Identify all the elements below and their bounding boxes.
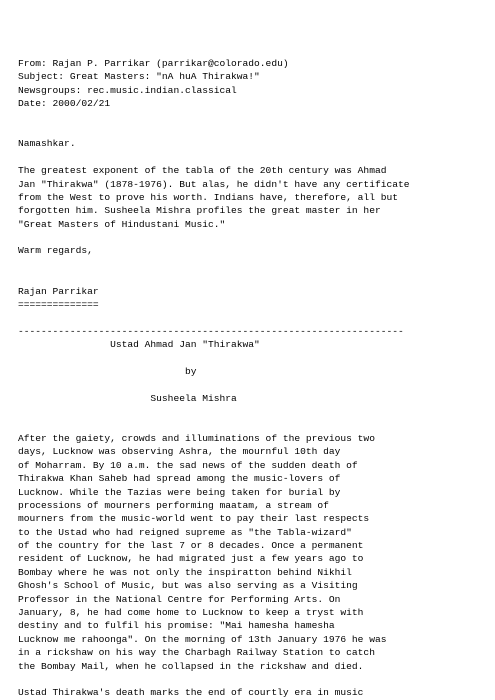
document-page: [18, 57, 488, 700]
header-newsgroups: Newsgroups: rec.music.indian.classical: [18, 84, 237, 96]
blank-line: [18, 111, 488, 124]
blank-line: [18, 352, 488, 365]
header-from: From: Rajan P. Parrikar (parrikar@colorado.edu): [18, 58, 289, 69]
article-body-line: Ustad Thirakwa's death marks the end of courtly era in music: [18, 687, 364, 699]
intro-paragraph-line: The greatest exponent of the tabla of the 20th century was Ahmad: [18, 165, 387, 177]
intro-paragraph-line: "Great Masters of Hindustani Music.": [18, 218, 226, 230]
article-by: by: [18, 365, 197, 377]
intro-paragraph-line: forgotten him. Susheela Mishra profiles the great master in her: [18, 205, 381, 217]
article-body-line: Thirakwa Khan Saheb had spread among the music-lovers of: [18, 473, 341, 485]
header-subject: Subject: Great Masters: "nA huA Thirakwa!": [18, 71, 260, 83]
article-body-line: resident of Lucknow, he had migrated just a few years ago to: [18, 553, 364, 565]
blank-line: [18, 231, 488, 244]
blank-line: [18, 405, 488, 418]
article-body-line: Ghosh's School of Music, but was also serving as a Visiting: [18, 580, 358, 592]
article-author: Susheela Mishra: [18, 392, 237, 404]
blank-line: [18, 378, 488, 391]
article-body-line: the Bombay Mail, when he collapsed in the rickshaw and died.: [18, 660, 364, 672]
blank-line: [18, 673, 488, 686]
header-date: Date: 2000/02/21: [18, 98, 111, 110]
article-body-line: Bombay where he was not only the inspiratton behind Nikhil: [18, 566, 352, 578]
article-title: Ustad Ahmad Jan "Thirakwa": [18, 339, 260, 351]
article-body-line: January, 8, he had come home to Lucknow to keep a tryst with: [18, 607, 364, 619]
signature-underline: ==============: [18, 299, 99, 311]
article-body-line: Lucknow. While the Tazias were being taken for burial by: [18, 486, 341, 498]
article-body-line: destiny and to fulfil his promise: "Mai hamesha hamesha: [18, 620, 335, 632]
signature-name: Rajan Parrikar: [18, 285, 99, 297]
greeting-line: Namashkar.: [18, 138, 76, 150]
article-body-line: Lucknow me rahoonga". On the morning of 13th January 1976 he was: [18, 633, 387, 645]
blank-line: [18, 258, 488, 271]
article-body-line: to the Ustad who had reigned supreme as "the Tabla-wizard": [18, 526, 352, 538]
closing-line: Warm regards,: [18, 245, 93, 257]
article-body-line: days, Lucknow was observing Ashra, the mournful 10th day: [18, 446, 341, 458]
article-body-line: processions of mourners performing maatam, a stream of: [18, 499, 329, 511]
article-body-line: mourners from the music-world went to pay their last respects: [18, 513, 370, 525]
section-divider: -------------------------------------------------------------------: [18, 325, 404, 337]
article-body-line: Professor in the National Centre for Performing Arts. On: [18, 593, 341, 605]
article-body-line: in a rickshaw on his way the Charbagh Railway Station to catch: [18, 647, 375, 659]
article-body-line: of Moharram. By 10 a.m. the sad news of the sudden death of: [18, 459, 358, 471]
blank-line: [18, 124, 488, 137]
blank-line: [18, 271, 488, 284]
article-body-line: of the country for the last 7 or 8 decades. Once a permanent: [18, 540, 364, 552]
blank-line: [18, 419, 488, 432]
intro-paragraph-line: Jan "Thirakwa" (1878-1976). But alas, he didn't have any certificate: [18, 178, 410, 190]
article-body-line: After the gaiety, crowds and illuminations of the previous two: [18, 432, 375, 444]
blank-line: [18, 151, 488, 164]
intro-paragraph-line: from the West to prove his worth. Indians have, therefore, all but: [18, 191, 398, 203]
blank-line: [18, 311, 488, 324]
